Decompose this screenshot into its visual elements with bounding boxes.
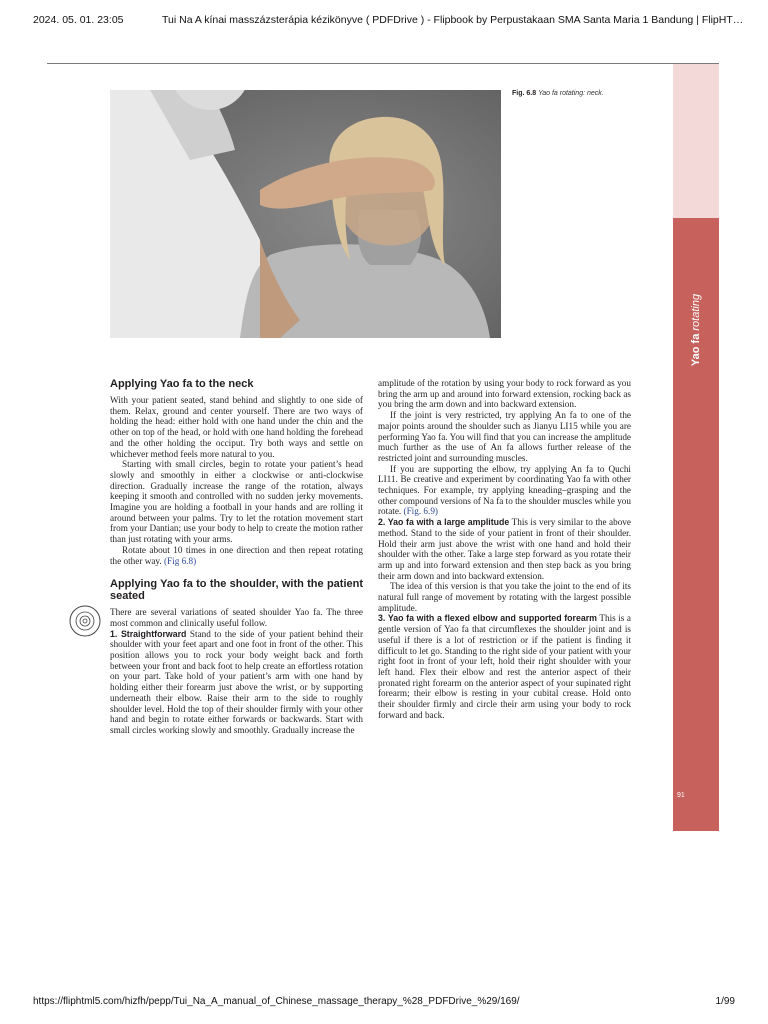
section-heading-shoulder: Applying Yao fa to the shoulder, with the patient seated	[110, 578, 363, 603]
print-page-title: Tui Na A kínai masszázsterápia kézikönyve ( PDFDrive ) - Flipbook by Perpustakaan SMA Santa Maria 1 Bandung | FlipHT…	[162, 14, 744, 26]
method-label: 1. Straightforward	[110, 628, 187, 639]
paragraph	[378, 613, 631, 720]
section-heading-neck: Applying Yao fa to the neck	[110, 378, 254, 390]
paragraph-text: This is a gentle version of Yao fa that circumflexes the shoulder joint and is useful if there is a lot of restriction or if the patient is finding it difficult to let go. Standing to the right side of your patient with your right foot in front of your left, hold their right shoulder with your left hand. Flex their elbow and rest the anterior aspect of their pronated right forearm on the anterior aspect of your supinated right forearm; their elbow is resting in your cubital crease. Hold onto their shoulder firmly and circle their arm using your body to rock forward and back.	[378, 613, 631, 720]
paragraph: If the joint is very restricted, try applying An fa to one of the major points around the shoulder such as Jianyu LI15 while you are performing Yao fa. You will find that you can increase the amplitude much further as the use of An fa allows further release of the restricted joint and surrounding muscles.	[378, 410, 631, 463]
print-timestamp: 2024. 05. 01. 23:05	[33, 14, 124, 26]
massage-photo-illustration	[110, 90, 501, 338]
paragraph: Starting with small circles, begin to rotate your patient’s head slowly and smoothly in either a clockwise or anti-clockwise direction. Gradually increase the range of the rotation, always keeping it smooth and controlled with no sudden jerky movements. Imagine you are holding a football in your hands and are rolling it around between your palms. Try to let the rotation movement start from your Dantian; use your body to help to create the motion rather than just rotating with your arms.	[110, 459, 363, 545]
paragraph-text: Stand to the side of your patient behind their shoulder with your feet apart and one foot in front of the other. This position allows you to rock your body weight back and forth between your front and back foot to help create an effortless rotation on your part. Take hold of your patient’s arm with one hand by holding either their forearm just above the wrist, or by supporting underneath their elbow. Raise their arm to the side to roughly shoulder level. Hold the top of their shoulder firmly with your other hand and begin to rotate either forwards or backwards. Start with small circles working slowly and smoothly. Gradually increase the	[110, 628, 364, 735]
left-column	[110, 378, 363, 736]
paragraph-text: If you are supporting the elbow, try applying An fa to Quchi LI11. Be creative and experiment by coordinating Yao fa with other techniques. For example, try applying kneading–grasping and the other compound versions of Na fa to the shoulder muscles while you rotate.	[378, 463, 631, 517]
side-tab-italic: rotating	[690, 293, 702, 331]
print-page-count: 1/99	[715, 996, 735, 1007]
paragraph-text: This is very similar to the above method. Stand to the side of your patient in front of their shoulder. Hold their arm just above the wrist with one hand and hold their shoulder with the other. Take a large step forward as you rotate their arm up and into forward extension and then step back as you bring their arm down and into backward extension.	[378, 517, 631, 581]
right-column	[378, 378, 631, 721]
method-label: 2. Yao fa with a large amplitude	[378, 517, 510, 528]
print-url: https://fliphtml5.com/hizfh/pepp/Tui_Na_A_manual_of_Chinese_massage_therapy_%28_PDFDrive_%29/169/	[33, 996, 520, 1007]
side-tab-bold: Yao fa	[690, 333, 702, 367]
paragraph	[378, 517, 631, 581]
paragraph: With your patient seated, stand behind and slightly to one side of them. Relax, ground and center yourself. There are two ways of holding the head: either hold with one hand under the chin and the other on top of the head, or hold with one hand holding the forehead and the other holding the occiput. Try both ways and settle on whichever method feels more natural to you.	[110, 395, 363, 459]
paragraph: amplitude of the rotation by using your body to rock forward as you bring the arm up and around into forward extension, rocking back as you bring the arm down and into backward extension.	[378, 378, 631, 410]
paragraph	[110, 629, 363, 736]
cd-rom-icon	[69, 605, 101, 637]
figure-caption	[512, 90, 604, 97]
figure-reference-link[interactable]: (Fig 6.8)	[164, 555, 197, 566]
method-label: 3. Yao fa with a flexed elbow and supported forearm	[378, 613, 597, 624]
paragraph	[110, 545, 363, 566]
figure-caption-text: Yao fa rotating: neck.	[538, 90, 604, 97]
paragraph: The idea of this version is that you take the joint to the end of its natural full range of movement by rotating with the largest possible amplitude.	[378, 581, 631, 613]
paragraph: There are several variations of seated shoulder Yao fa. The three most common and clinically useful follow.	[110, 607, 363, 628]
figure-reference-link[interactable]: (Fig. 6.9)	[403, 506, 438, 517]
browser-print-header	[0, 14, 768, 28]
figure-label: Fig. 6.8	[512, 90, 537, 97]
paragraph-text: Rotate about 10 times in one direction and then repeat rotating the other way.	[110, 544, 363, 566]
side-band-light	[673, 64, 719, 218]
side-tab-label	[690, 294, 702, 366]
figure-photo	[110, 90, 501, 338]
page-number: 91	[677, 792, 685, 799]
paragraph	[378, 464, 631, 518]
